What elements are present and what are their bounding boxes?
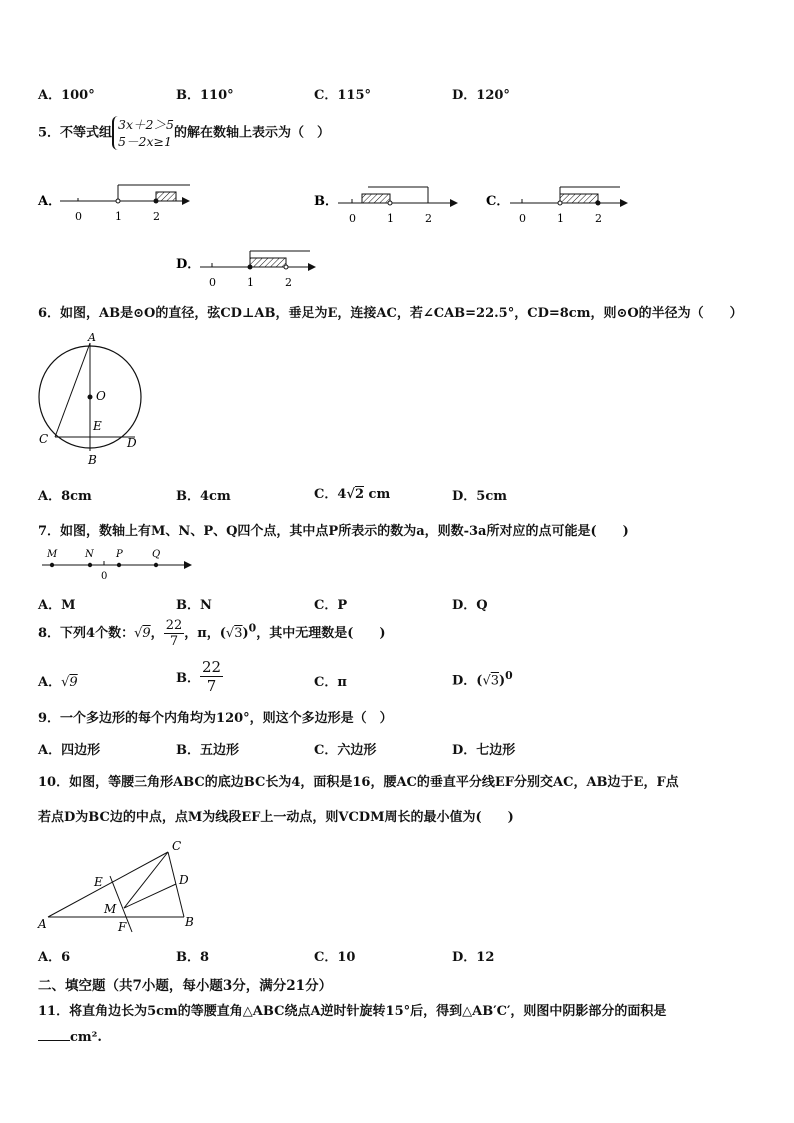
q10-option-d: D．12: [452, 950, 495, 965]
q7-stem: 7．如图，数轴上有M、N、P、Q四个点，其中点P所表示的数为a，则数-3a所对应的点可能是( ): [38, 524, 629, 539]
q8-option-d-letter: D．: [452, 673, 477, 689]
q5-option-b-letter: B．: [314, 194, 338, 209]
inequality-2: 5－2x≥1: [118, 134, 172, 149]
label-o: O: [96, 389, 106, 403]
label-m: M: [104, 902, 117, 916]
sqrt-symbol: √: [134, 626, 143, 641]
q5-option-a-letter: A．: [38, 194, 62, 209]
fraction-numerator: 22: [202, 658, 222, 676]
label-a: A: [38, 917, 47, 931]
q8-root3: 3: [234, 626, 243, 641]
label-zero: 0: [101, 571, 108, 582]
q8-stem: 8．下列4个数：√9， $\frac{22}{7}$ ，π，$(√3)^0$，其中无理数是( ): [38, 618, 386, 649]
label-d: D: [127, 436, 137, 450]
q6-option-a: A．8cm: [38, 489, 92, 504]
label-a: A: [88, 331, 96, 344]
q8-option-a: [38, 671, 78, 690]
fraction-numerator: 22: [165, 618, 183, 633]
fraction-denominator: 7: [169, 634, 179, 649]
q6-option-c-root: 2: [354, 487, 364, 502]
q7-option-a: A．M: [38, 598, 76, 613]
q9-option-c: C．六边形: [314, 743, 377, 758]
label-e: E: [93, 419, 102, 433]
tick-label: 0: [349, 212, 356, 225]
q11-answer-line: [38, 1030, 102, 1045]
q8-pi: ，π，: [184, 626, 220, 641]
q5-prefix: 5．不等式组: [38, 125, 113, 141]
q10-option-b: B．8: [176, 950, 210, 965]
tick-label: 2: [153, 210, 160, 223]
q8-option-b-letter: B．: [176, 671, 200, 686]
tick-label: 1: [387, 212, 394, 225]
q7-number-line: [38, 546, 198, 582]
sqrt-symbol: √: [225, 626, 235, 641]
q4-option-b: B．110°: [176, 88, 234, 103]
q5-suffix: 的解在数轴上表示为（ ）: [173, 125, 330, 141]
q8-option-b-fraction: [200, 658, 223, 695]
q5-stem: [38, 116, 330, 150]
q7-option-c: C．P: [314, 598, 348, 613]
q6-option-c: [314, 483, 390, 502]
q8-option-a-root: 9: [69, 675, 78, 690]
q5-number-line-b: [338, 187, 458, 225]
tick-label: 1: [247, 276, 254, 289]
q6-stem: 6．如图，AB是⊙O的直径，弦CD⊥AB，垂足为E，连接AC，若∠CAB=22.5°，CD=8cm，则⊙O的半径为（ ）: [38, 306, 743, 321]
sqrt-symbol: √: [61, 675, 70, 690]
q6-option-d: D．5cm: [452, 489, 507, 504]
q8-fraction: [164, 618, 185, 649]
q8-option-b: [176, 658, 223, 695]
q5-number-line-d: [200, 251, 316, 289]
q9-option-b: B．五边形: [176, 743, 239, 758]
q9-option-a: A．四边形: [38, 743, 101, 758]
q8-option-c: C．π: [314, 675, 347, 690]
q6-option-c-unit: cm: [368, 487, 391, 502]
label-e: E: [94, 875, 103, 889]
q6-option-b: B．4cm: [176, 489, 231, 504]
q8-prefix: 8．下列4个数：: [38, 626, 135, 641]
label-m: M: [47, 549, 58, 560]
answer-blank[interactable]: [38, 1040, 70, 1041]
tick-label: 1: [557, 212, 564, 225]
label-b: B: [185, 915, 194, 929]
tick-label: 2: [285, 276, 292, 289]
q5-number-line-c: [510, 187, 628, 225]
q7-option-d: D．Q: [452, 598, 488, 613]
q10-stem-line2: 若点D为BC边的中点，点M为线段EF上一动点，则VCDM周长的最小值为( ): [38, 810, 514, 825]
inequality-system: [112, 116, 174, 150]
q8-suffix: ，其中无理数是( ): [256, 626, 386, 641]
q7-option-b: B．N: [176, 598, 212, 613]
tick-label: 1: [115, 210, 122, 223]
sqrt-symbol: √: [482, 673, 491, 689]
label-c: C: [39, 432, 49, 446]
sqrt-symbol: √: [346, 487, 355, 502]
label-d: D: [179, 873, 189, 887]
q11-stem: 11．将直角边长为5cm的等腰直角△ABC绕点A逆时针旋转15°后，得到△AB′C′，则图中阴影部分的面积是: [38, 1004, 667, 1019]
q8-option-d-root: 3: [490, 673, 500, 689]
q4-option-c: C．115°: [314, 88, 371, 103]
q6-circle-figure: [36, 330, 144, 468]
q5-option-c-letter: C．: [486, 194, 510, 209]
tick-label: 2: [595, 212, 602, 225]
label-p: P: [116, 549, 123, 560]
tick-label: 0: [75, 210, 82, 223]
q8-exponent: 0: [248, 621, 257, 635]
q6-option-c-label: C．4: [314, 487, 347, 502]
q8-option-d: D．$(√3)^0$: [452, 669, 513, 689]
q5-option-d-letter: D．: [176, 257, 201, 272]
fraction-denominator: 7: [206, 677, 217, 695]
q10-option-c: C．10: [314, 950, 356, 965]
label-q: Q: [152, 549, 161, 560]
tick-label: 0: [519, 212, 526, 225]
q10-stem-line1: 10．如图，等腰三角形ABC的底边BC长为4，面积是16，腰AC的垂直平分线EF分别交AC，AB边于E，F点: [38, 775, 679, 790]
q8-option-a-letter: A．: [38, 675, 62, 690]
q5-number-lines: [0, 175, 794, 290]
q8-option-d-exponent: 0: [505, 669, 513, 682]
q5-number-line-a: [60, 185, 190, 223]
label-f: F: [118, 920, 127, 934]
label-c: C: [172, 839, 182, 853]
q4-option-d: D．120°: [452, 88, 510, 103]
label-b: B: [88, 453, 97, 467]
q8-root9: 9: [142, 626, 151, 641]
q9-option-d: D．七边形: [452, 743, 516, 758]
q10-option-a: A．6: [38, 950, 71, 965]
section-title: 二、填空题（共7小题，每小题3分，满分21分）: [38, 978, 333, 994]
q11-unit: cm².: [70, 1030, 102, 1045]
label-n: N: [85, 549, 94, 560]
q10-triangle-figure: [36, 836, 206, 936]
q9-stem: 9．一个多边形的每个内角均为120°，则这个多边形是（ ）: [38, 711, 393, 726]
q4-option-a: A．100°: [38, 88, 95, 103]
tick-label: 2: [425, 212, 432, 225]
inequality-1: 3x＋2＞5: [118, 117, 174, 132]
tick-label: 0: [209, 276, 216, 289]
